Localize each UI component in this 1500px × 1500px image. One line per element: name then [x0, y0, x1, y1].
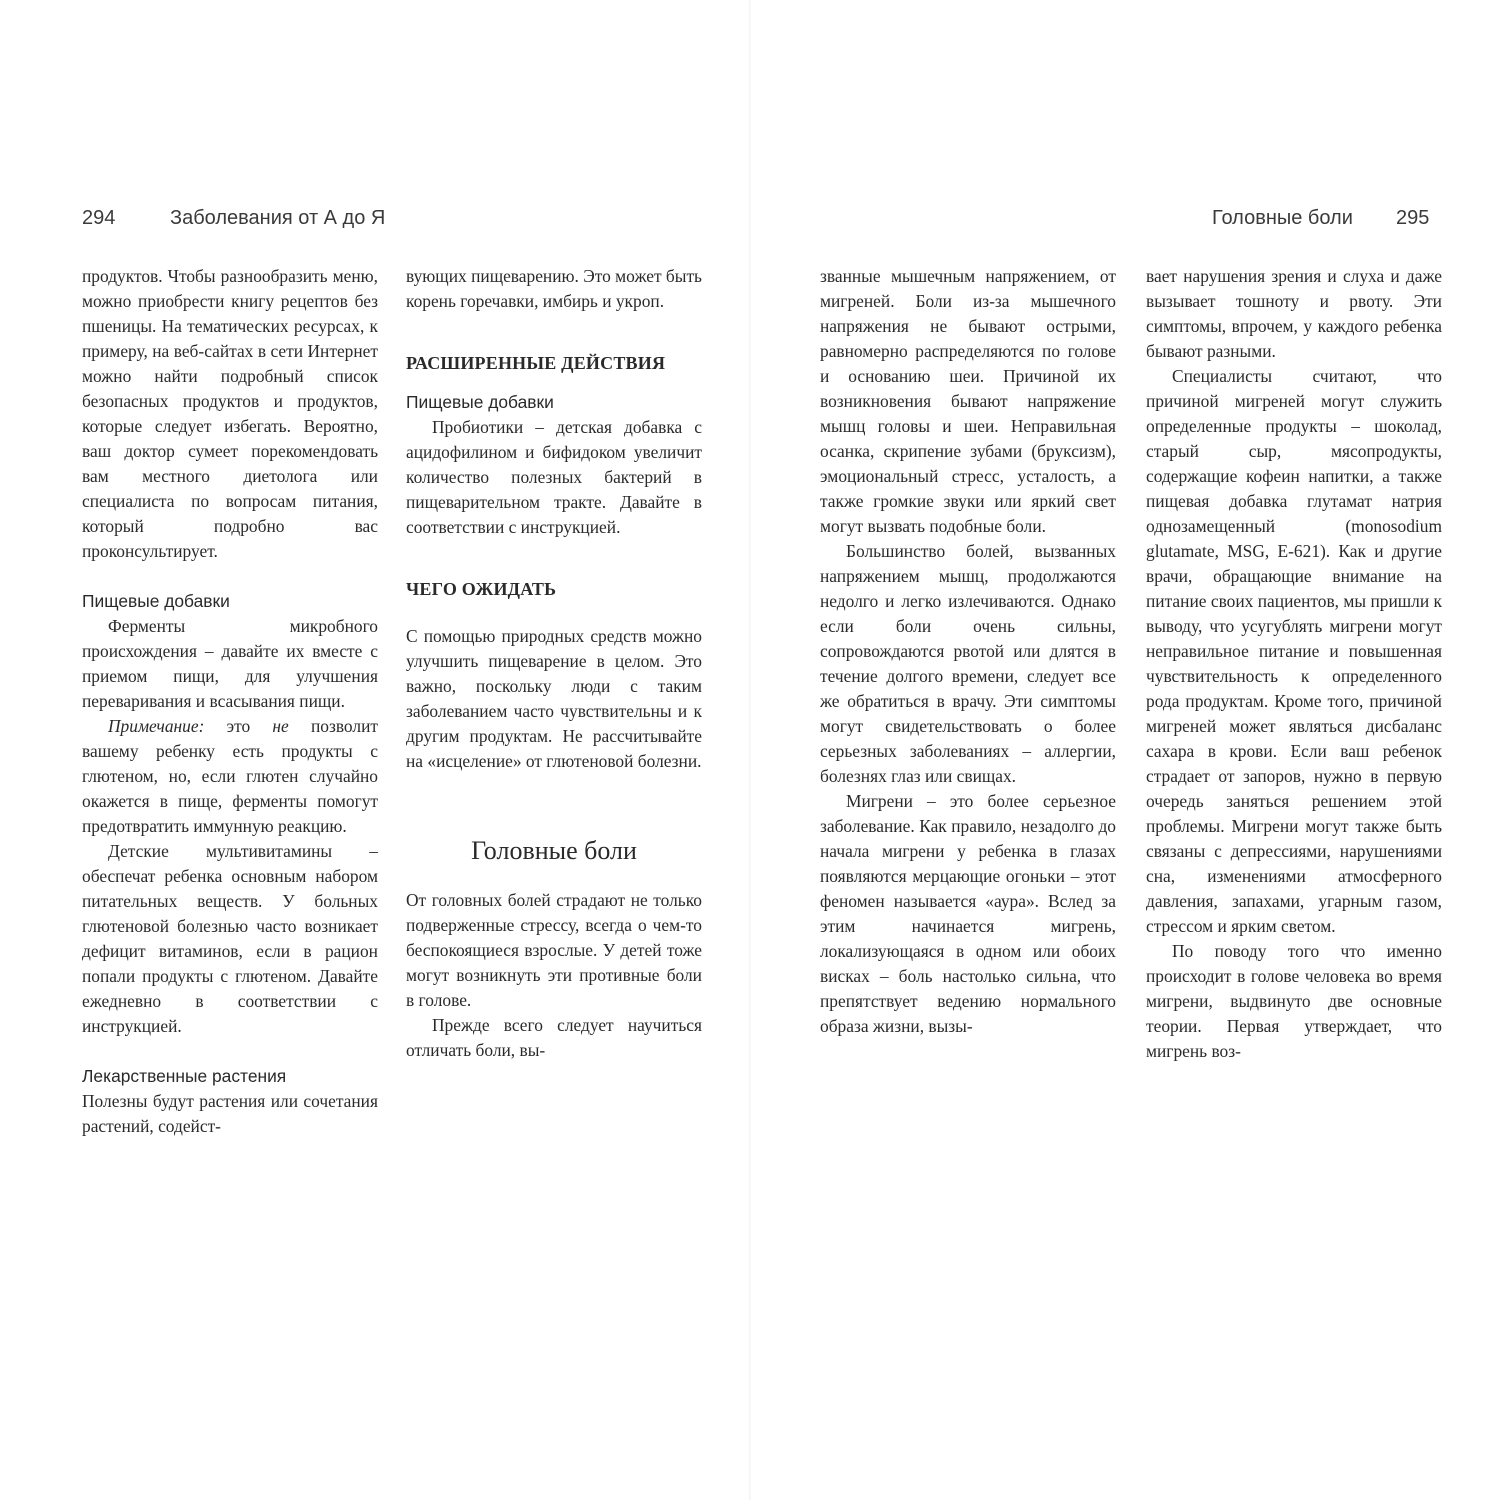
chapter-title: Головные боли	[471, 836, 637, 865]
paragraph: Примечание: это не позволит вашему ребенку есть продукты с глютеном, но, если глютен случайно окажется в пище, ферменты помогут предотвратить иммунную реакцию.	[82, 716, 378, 836]
subheading: Пищевые добавки	[406, 392, 554, 412]
paragraph: вает нарушения зрения и слуха и даже вызывает тошноту и рвоту. Эти симптомы, впрочем, у каждого ребенка бывают разными.	[1146, 266, 1442, 361]
paragraph: Детские мультивитамины – обеспечат ребенка основным набором питательных веществ. У больных глютеновой болезнью часто возникает дефицит витаминов, если в рацион попали продукты с глютеном. Давайте ежедневно в соответствии с инструкцией.	[82, 841, 378, 1036]
paragraph: Пробиотики – детская добавка с ацидофилином и бифидоком увеличит количество полезных бактерий в пищеварительном тракте. Давайте в соответствии с инструкцией.	[406, 417, 702, 537]
section-heading: РАСШИРЕННЫЕ ДЕЙСТВИЯ	[406, 353, 666, 373]
right-page-number: 295	[1396, 207, 1430, 229]
paragraph: Прежде всего следует научиться отличать боли, вы-	[406, 1015, 702, 1060]
paragraph: По поводу того что именно происходит в голове человека во время мигрени, выдвинуто две основные теории. Первая утверждает, что мигрень воз-	[1146, 941, 1442, 1061]
subheading: Лекарственные растения	[82, 1066, 287, 1086]
paragraph: продуктов. Чтобы разнообразить меню, можно приобрести книгу рецептов без пшеницы. На тематических ресурсах, к примеру, на веб-сайтах в сети Интернет можно найти подробный список безопасных продуктов и продуктов, которые следует избегать. Вероятно, ваш доктор сумеет порекомендовать вам местного диетолога или специалиста по вопросам питания, который подробно вас проконсультирует.	[82, 266, 378, 561]
paragraph: Специалисты считают, что причиной мигреней могут служить определенные продукты – шоколад, старый сыр, мясопродукты, содержащие кофеин напитки, а также пищевая добавка глутамат натрия однозамещенный (monosodium glutamate, MSG, E-621). Как и другие врачи, обращающие внимание на питание своих пациентов, мы пришли к выводу, что усугублять мигрени могут неправильное питание и повышенная чувствительность к определенного рода продуктам. Кроме того, причиной мигреней может являться дисбаланс сахара в крови. Если ваш ребенок страдает от запоров, нужно в первую очередь заняться решением этой проблемы. Мигрени могут также быть связаны с депрессиями, нарушениями сна, изменениями атмосферного давления, запахами, угарным газом, стрессом и ярким светом.	[1146, 366, 1442, 936]
paragraph: Ферменты микробного происхождения – давайте их вместе с приемом пищи, для улучшения переваривания и всасывания пищи.	[82, 616, 378, 711]
page-gutter	[749, 0, 751, 1500]
paragraph: Большинство болей, вызванных напряжением мышц, продолжаются недолго и легко излечиваются. Однако если боли очень сильны, сопровождаются рвотой или длятся в течение долгого времени, следует все же обратиться в врачу. Эти симптомы могут свидетельствовать о более серьезных заболеваниях – аллергии, болезнях глаз или свищах.	[820, 541, 1116, 786]
paragraph: От головных болей страдают не только подверженные стрессу, всегда о чем-то беспокоящиеся взрослые. У детей тоже могут возникнуть эти противные боли в голове.	[406, 890, 702, 1010]
term: Пробиотики	[432, 417, 524, 437]
subheading: Пищевые добавки	[82, 591, 230, 611]
left-page-number: 294	[82, 207, 116, 229]
term: Детские мультивитамины	[108, 841, 333, 861]
right-column-1	[820, 264, 1116, 1039]
left-column-2	[406, 264, 702, 1063]
left-page-header	[82, 207, 402, 237]
left-running-title: Заболевания от А до Я	[170, 207, 386, 229]
paragraph: С помощью природных средств можно улучшить пищеварение в целом. Это важно, поскольку люди с таким заболеванием часто чувствительны и к другим продуктам. Не рассчитывайте на «исцеление» от глютеновой болезни.	[406, 626, 702, 771]
right-column-2	[1146, 264, 1442, 1064]
paragraph: Мигрени – это более серьезное заболевание. Как правило, незадолго до начала мигрени у ребенка в глазах появляются мерцающие огоньки – этот феномен называется «аура». Вслед за этим начинается мигрень, локализующаяся в одном или обоих висках – боль настолько сильна, что препятствует ведению нормального образа жизни, вызы-	[820, 791, 1116, 1036]
paragraph: Полезны будут растения или сочетания растений, содейст-	[82, 1091, 378, 1136]
section-heading: ЧЕГО ОЖИДАТЬ	[406, 579, 557, 599]
term: Ферменты микробного происхождения	[82, 616, 378, 661]
right-page-header	[1180, 207, 1440, 237]
right-running-title: Головные боли	[1212, 207, 1353, 229]
paragraph: вующих пищеварению. Это может быть корень горечавки, имбирь и укроп.	[406, 266, 702, 311]
note-label: Примечание:	[108, 716, 205, 736]
paragraph: званные мышечным напряжением, от мигреней. Боли из-за мышечного напряжения не бывают острыми, равномерно распределяются по голове и основанию шеи. Причиной их возникновения бывают напряжение мышц головы и шеи. Неправильная осанка, скрипение зубами (бруксизм), эмоциональный стресс, усталость, а также громкие звуки или яркий свет могут вызвать подобные боли.	[820, 266, 1116, 536]
left-column-1	[82, 264, 378, 1139]
